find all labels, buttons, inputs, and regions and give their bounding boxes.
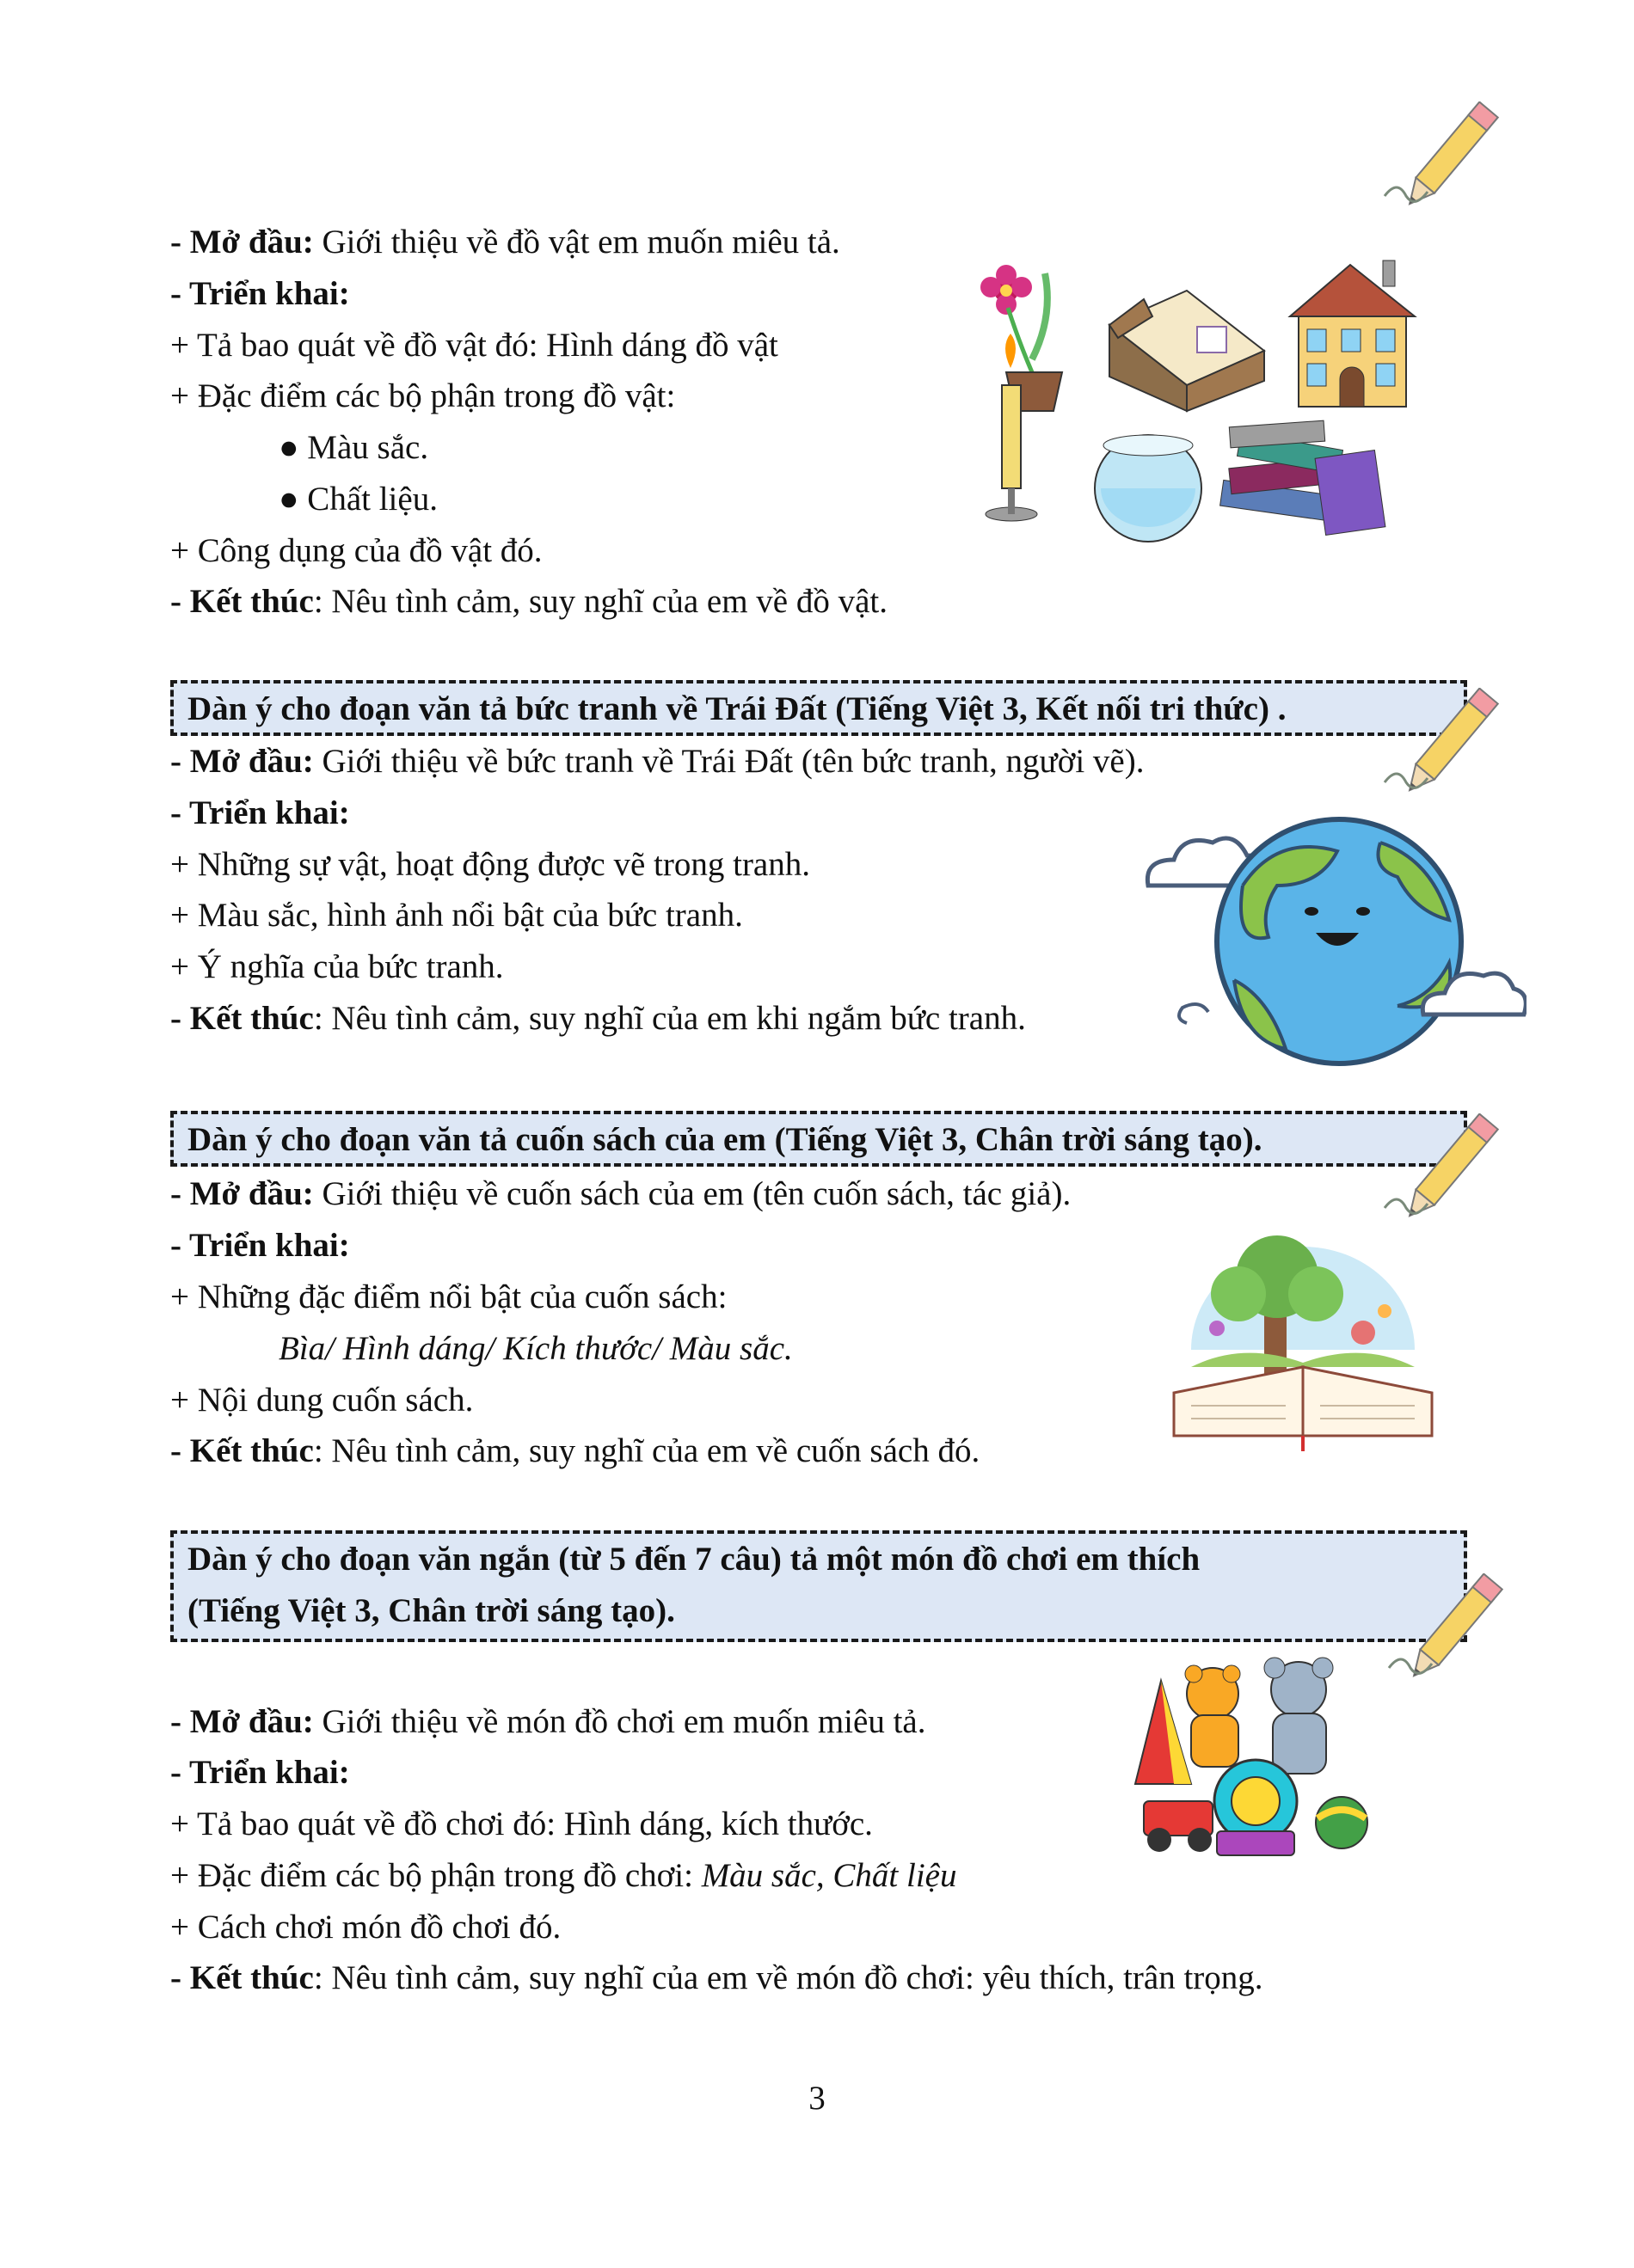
house-icon — [1290, 261, 1415, 407]
s1-bullet-color: ● Màu sắc. — [279, 429, 429, 466]
s4-item-2: + Đặc điểm các bộ phận trong đồ chơi: Màu sắc, Chất liệu — [170, 1857, 957, 1894]
pencil-icon — [1376, 1113, 1522, 1225]
s2-body-label: - Triển khai: — [170, 794, 350, 831]
page-number: 3 — [808, 2080, 826, 2117]
s1-intro-text: Giới thiệu về đồ vật em muốn miêu tả. — [313, 224, 840, 261]
s3-header-box — [170, 1111, 1467, 1167]
s3-item-2: + Nội dung cuốn sách. — [170, 1382, 474, 1419]
s4-item-3: + Cách chơi món đồ chơi đó. — [170, 1909, 562, 1946]
s4-header-line1: Dàn ý cho đoạn văn ngắn (từ 5 đến 7 câu) tả một món đồ chơi em thích — [187, 1541, 1201, 1578]
s1-body-label: - Triển khai: — [170, 275, 350, 312]
s3-intro: - Mở đầu: Giới thiệu về cuốn sách của em (tên cuốn sách, tác giả). — [170, 1175, 1072, 1212]
s2-item-3: + Ý nghĩa của bức tranh. — [170, 948, 504, 985]
earth-illustration — [1140, 808, 1526, 1075]
toys-illustration — [1127, 1655, 1376, 1870]
s1-intro — [170, 225, 840, 259]
s3-conclusion: - Kết thúc: Nêu tình cảm, suy nghĩ của em về cuốn sách đó. — [170, 1432, 980, 1469]
s4-item-1: + Tả bao quát về đồ chơi đó: Hình dáng, kích thước. — [170, 1805, 873, 1842]
s2-conclusion: - Kết thúc: Nêu tình cảm, suy nghĩ của em khi ngắm bức tranh. — [170, 1000, 1026, 1037]
s4-header-box — [170, 1530, 1467, 1642]
storybook-illustration — [1165, 1229, 1440, 1457]
s2-item-2: + Màu sắc, hình ảnh nổi bật của bức tranh. — [170, 897, 743, 934]
s1-intro-label: - Mở đầu: — [170, 224, 314, 261]
s3-header: Dàn ý cho đoạn văn tả cuốn sách của em (Tiếng Việt 3, Chân trời sáng tạo). — [187, 1121, 1262, 1158]
s3-body-label: - Triển khai: — [170, 1227, 350, 1264]
books-icon — [1220, 420, 1385, 535]
s1-item-3: + Công dụng của đồ vật đó. — [170, 532, 543, 569]
bed-icon — [1109, 291, 1264, 411]
household-objects-illustration — [972, 256, 1436, 557]
pencil-icon — [1380, 1573, 1526, 1685]
s4-conclusion: - Kết thúc: Nêu tình cảm, suy nghĩ của em về món đồ chơi: yêu thích, trân trọng. — [170, 1959, 1263, 1996]
s4-header-line2: (Tiếng Việt 3, Chân trời sáng tạo). — [187, 1592, 675, 1629]
s3-item-features: Bìa/ Hình dáng/ Kích thước/ Màu sắc. — [279, 1330, 793, 1367]
s3-item-1: + Những đặc điểm nổi bật của cuốn sách: — [170, 1278, 728, 1315]
s2-intro: - Mở đầu: Giới thiệu về bức tranh về Trái Đất (tên bức tranh, người vẽ). — [170, 743, 1145, 780]
s1-conclusion: - Kết thúc: Nêu tình cảm, suy nghĩ của em về đồ vật. — [170, 583, 888, 620]
fishbowl-icon — [1095, 435, 1201, 542]
s1-bullet-material: ● Chất liệu. — [279, 481, 438, 518]
s1-item-1: + Tả bao quát về đồ vật đó: Hình dáng đồ vật — [170, 327, 778, 364]
pencil-icon — [1376, 101, 1522, 213]
s2-item-1: + Những sự vật, hoạt động được vẽ trong tranh. — [170, 846, 810, 883]
s4-intro: - Mở đầu: Giới thiệu về món đồ chơi em muốn miêu tả. — [170, 1703, 926, 1740]
s1-item-2: + Đặc điểm các bộ phận trong đồ vật: — [170, 377, 676, 414]
s2-header-box — [170, 680, 1467, 736]
s4-body-label: - Triển khai: — [170, 1754, 350, 1791]
s2-header: Dàn ý cho đoạn văn tả bức tranh về Trái Đất (Tiếng Việt 3, Kết nối tri thức) . — [187, 690, 1287, 727]
pencil-icon — [1376, 688, 1522, 800]
